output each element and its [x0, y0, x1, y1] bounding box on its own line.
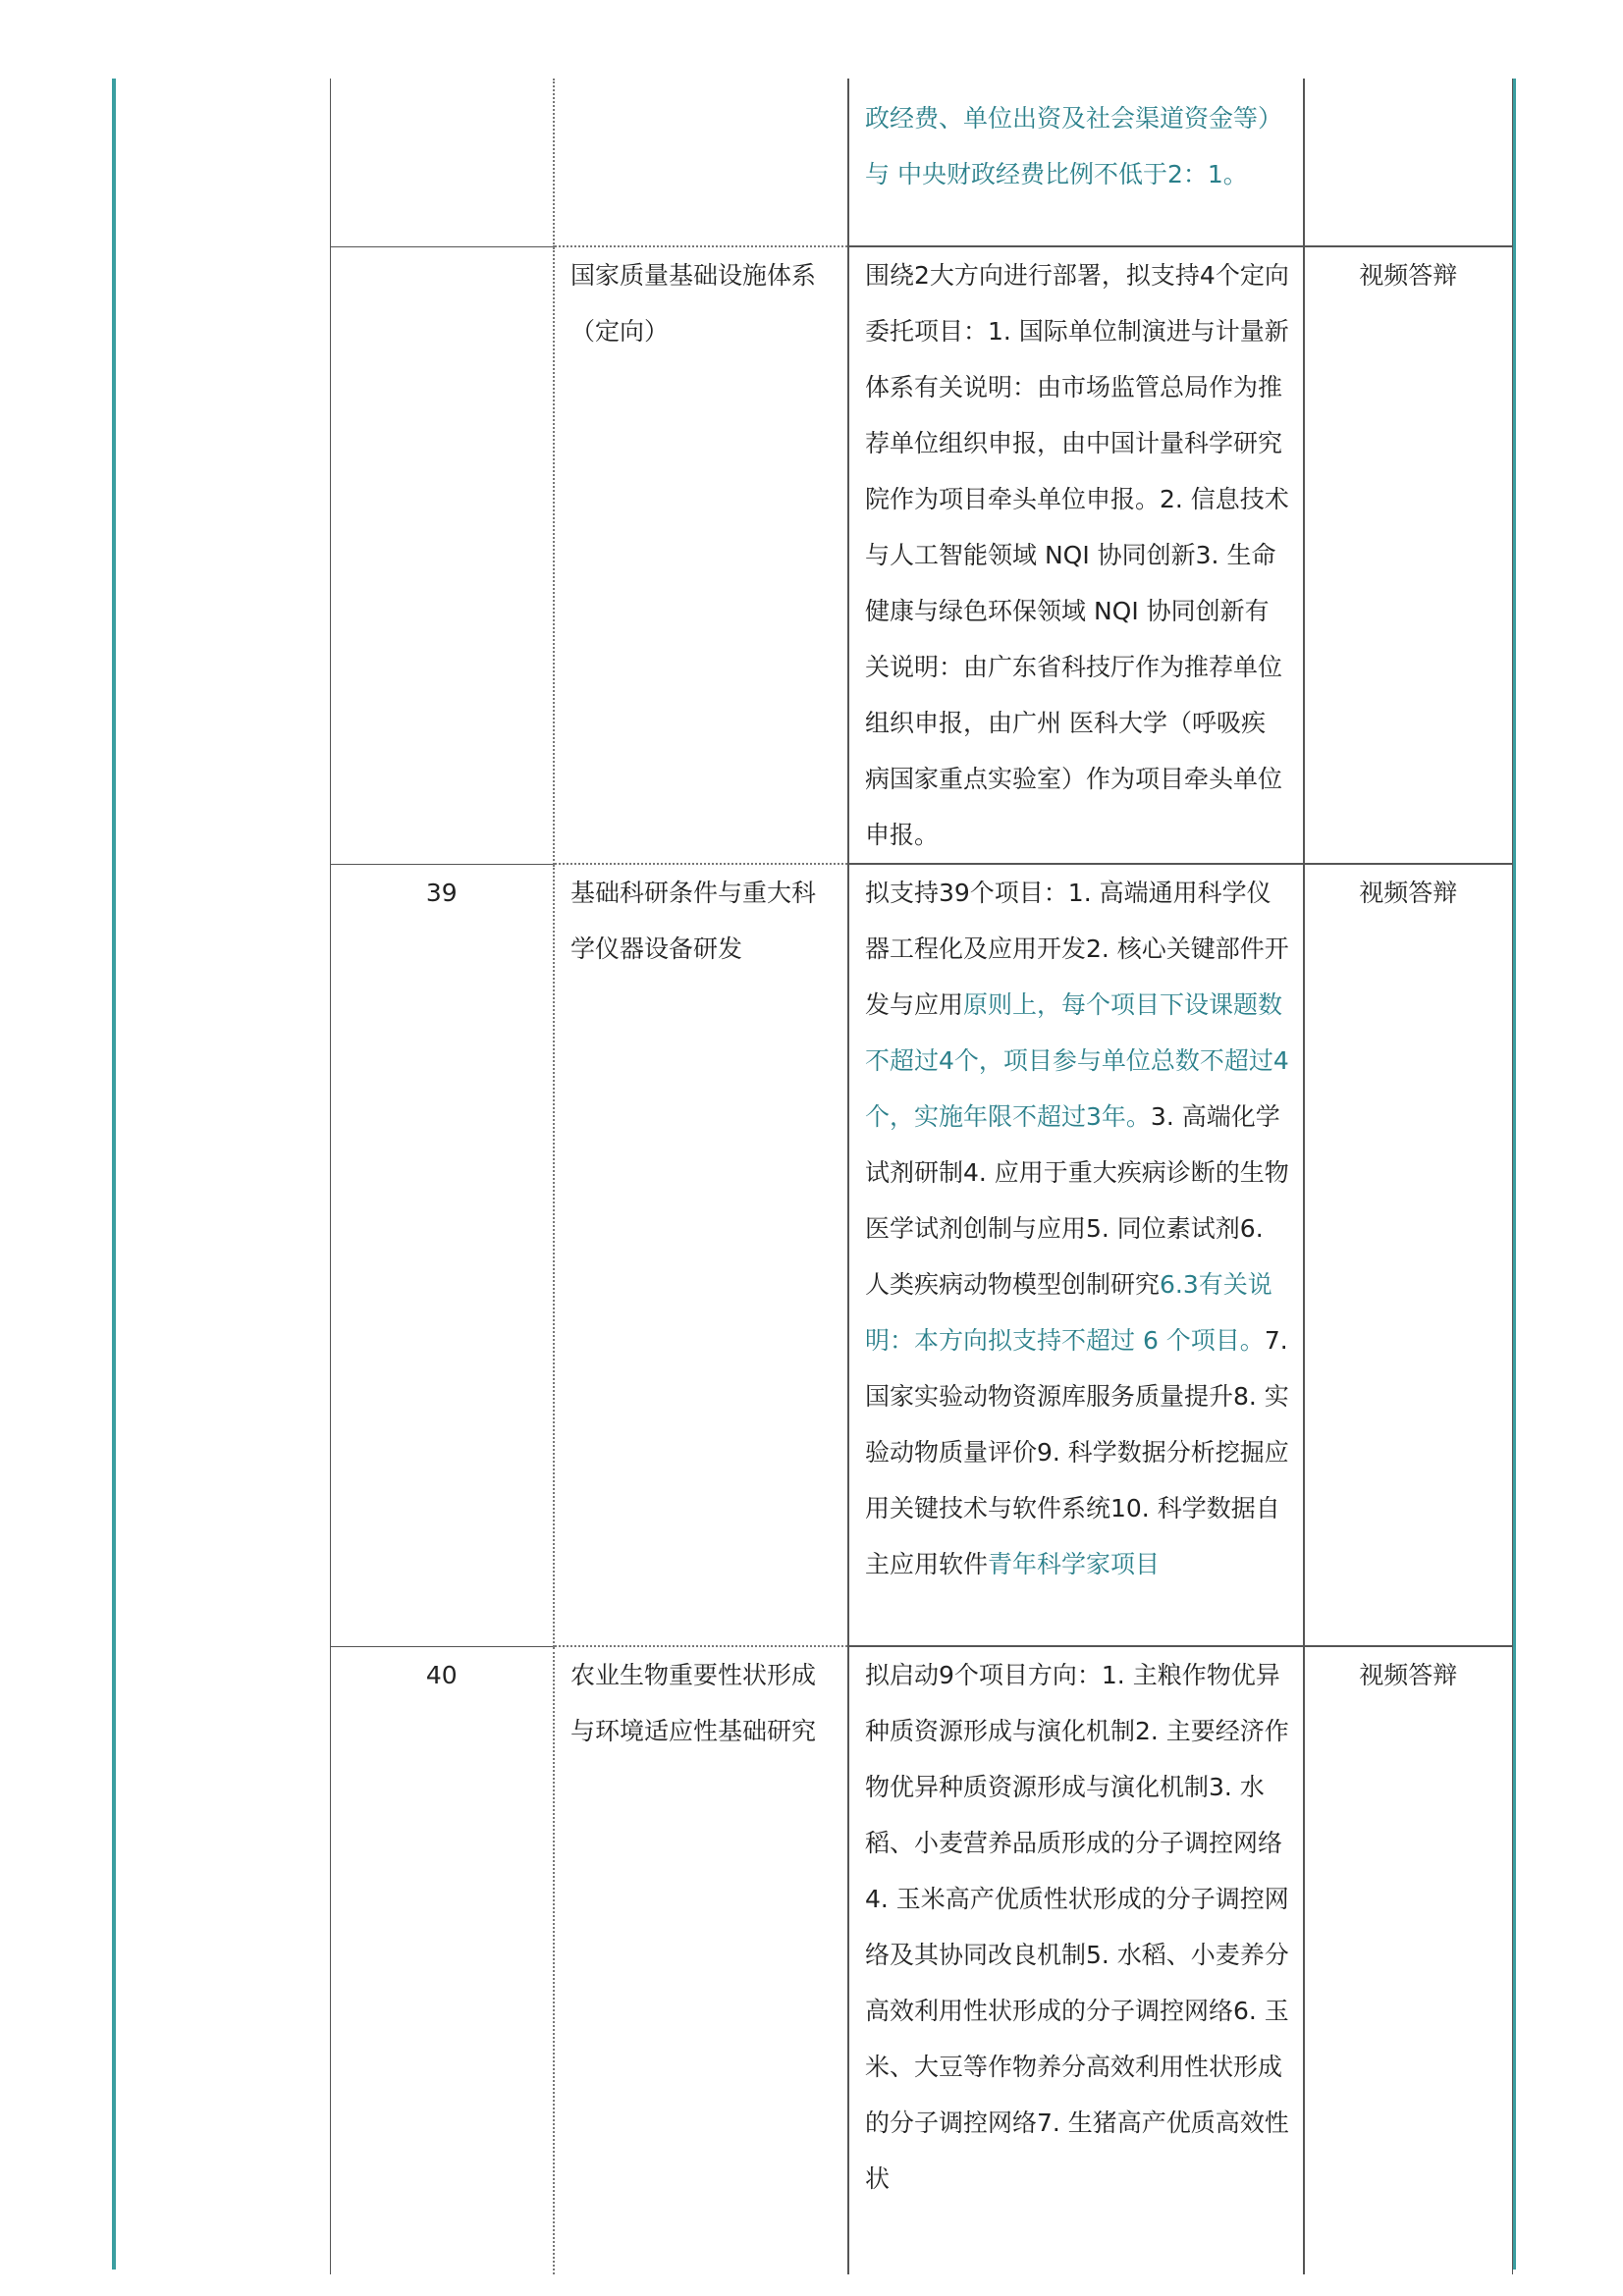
project-table [116, 79, 1513, 2274]
number-cell [330, 246, 554, 864]
description-text: 拟支持39个项目：1. 高端通用科学仪器工程化及应用开发2. 核心关键部件开发与应用 [865, 879, 1289, 1019]
project-name-cell: 国家质量基础设施体系（定向） [554, 246, 848, 864]
description-text: 围绕2大方向进行部署，拟支持4个定向委托项目：1. 国际单位制演进与计量新体系有关说明：由市场监管总局作为推荐单位组织申报，由中国计量科学研究院作为项目牵头单位申报。2. 信息技术与人工智能领域 NQI 协同创新3. 生命健康与绿色环保领域 NQI 协同创新有关说明：由广东省科技厅作为推荐单位组织申报，由广州 医科大学（呼吸疾病国家重点实验室）作为项目牵头单位申报。 [865, 261, 1289, 849]
right-frame-line [1512, 79, 1516, 2269]
blank-margin-cell [116, 1646, 330, 2274]
blank-margin-cell [116, 246, 330, 864]
blank-margin-cell [116, 864, 330, 1646]
description-text: 3. 高端化学试剂研制4. 应用于重大疾病诊断的生物医学试剂创制与应用5. 同位素试剂6. 人类疾病动物模型创制研究 [865, 1102, 1289, 1299]
project-name-cell [554, 79, 848, 246]
description-cell [848, 1646, 1304, 2274]
review-method-cell: 视频答辩 [1304, 864, 1512, 1646]
description-cell [848, 246, 1304, 864]
number-cell: 39 [330, 864, 554, 1646]
table-row [116, 246, 1512, 864]
project-name-cell: 基础科研条件与重大科学仪器设备研发 [554, 864, 848, 1646]
description-text: 政经费、单位出资及社会渠道资金等）与 中央财政经费比例不低于2：1。 [865, 104, 1283, 188]
description-note-text: 6.3有关说明：本方向拟支持不超过 6 个项目。 [865, 1270, 1272, 1355]
review-method-cell [1304, 79, 1512, 246]
number-cell: 40 [330, 1646, 554, 2274]
description-note-text: 青年科学家项目 [988, 1550, 1161, 1578]
description-cell [848, 79, 1304, 246]
review-method-cell: 视频答辩 [1304, 1646, 1512, 2274]
table-row [116, 1646, 1512, 2274]
description-cell [848, 864, 1304, 1646]
description-text: 7. 国家实验动物资源库服务质量提升8. 实验动物质量评价9. 科学数据分析挖掘应用关键技术与软件系统10. 科学数据自主应用软件 [865, 1326, 1289, 1578]
description-note-text: 原则上，每个项目下设课题数不超过4个，项目参与单位总数不超过4个，实施年限不超过3年。 [865, 990, 1289, 1131]
description-text: 拟启动9个项目方向：1. 主粮作物优异种质资源形成与演化机制2. 主要经济作物优异种质资源形成与演化机制3. 水稻、小麦营养品质形成的分子调控网络4. 玉米高产优质性状形成的分子调控网络及其协同改良机制5. 水稻、小麦养分高效利用性状形成的分子调控网络6. 玉米、大豆等作物养分高效利用性状形成的分子调控网络7. 生猪高产优质高效性状 [865, 1661, 1289, 2193]
review-method-cell: 视频答辩 [1304, 246, 1512, 864]
project-name-cell: 农业生物重要性状形成与环境适应性基础研究 [554, 1646, 848, 2274]
table-row [116, 79, 1512, 246]
number-cell [330, 79, 554, 246]
blank-margin-cell [116, 79, 330, 246]
table-row [116, 864, 1512, 1646]
